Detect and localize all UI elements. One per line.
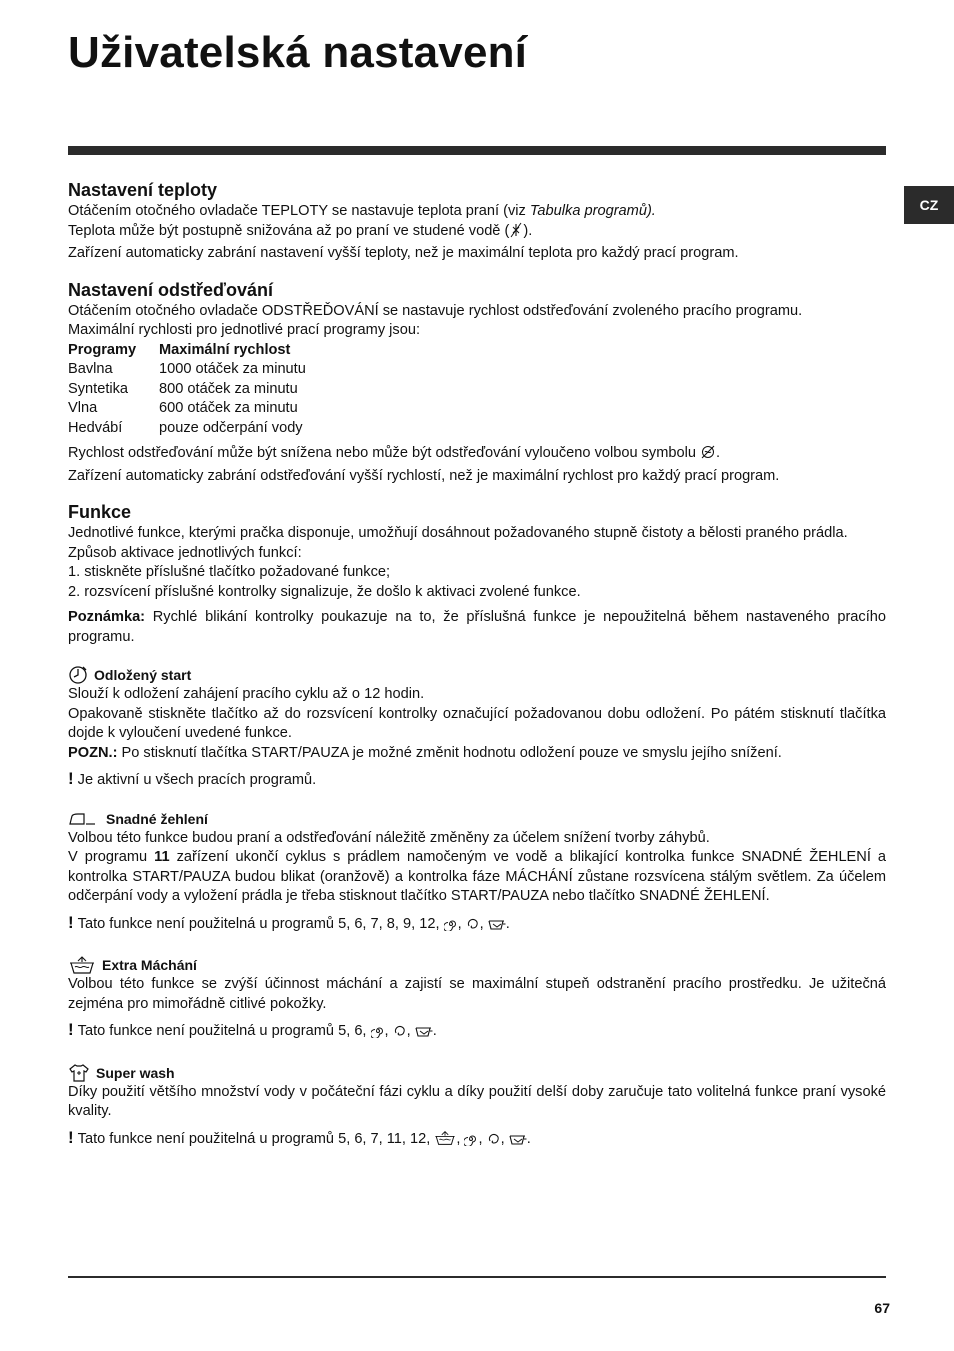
top-divider — [68, 146, 886, 155]
func-step-1: 1. stiskněte příslušné tlačítko požadované funkce; — [68, 564, 391, 580]
delay-paragraph-2: Opakovaně stiskněte tlačítko až do rozsvícení kontrolky označující požadovanou dobu odložení. Po pátém stisknutí tlačítka dojde k vyloučení uvedené funkce. — [68, 705, 886, 741]
func-paragraph-1: Jednotlivé funkce, kterými pračka disponuje, umožňují dosáhnout požadovaného stupně čistoty a bělosti praného prádla. — [68, 525, 848, 541]
spin-speed-table — [68, 341, 886, 439]
temp-paragraph-2: Teplota může být postupně snižována až po praní ve studené vodě ( ). — [68, 222, 886, 245]
extra-rinse-icon — [434, 1130, 456, 1153]
function-title: Snadné žehlení — [106, 810, 208, 827]
page-title: Uživatelská nastavení — [68, 28, 528, 77]
iron-paragraph-2: V programu 11 zařízení ukončí cyklus s prádlem namočeným ve vodě a blikající kontrolka funkce SNADNÉ ŽEHLENÍ a kontrolka START/PAUZA budou blikat (oranžově) a kontrolka fáze MÁCHÁNÍ zůstane rozsvícena stálým světlem. Za účelem odčerpání vody a vyložení prádla je třeba stisknout tlačítko START/PAUZA nebo tlačítko SNADNÉ ŽEHLENÍ. — [68, 849, 886, 904]
delay-note: POZN.: Po stisknutí tlačítka START/PAUZA je možné změnit hodnotu odložení pouze ve smyslu jejího snížení. — [68, 744, 782, 761]
iron-paragraph-1: Volbou této funkce budou praní a odstřeďování náležitě změněny za účelem snížení tvorby záhybů. — [68, 829, 710, 846]
table-cell: pouze odčerpání vody — [159, 419, 303, 436]
temp-paragraph-1: Otáčením otočného ovladače TEPLOTY se nastavuje teplota praní (viz Tabulka programů). — [68, 203, 656, 219]
silk-swirl-icon — [466, 917, 480, 938]
spin-paragraph-4: Zařízení automaticky zabrání odstřeďování vyšší rychlostí, než je maximální rychlost pro každý prací program. — [68, 467, 780, 484]
section-heading-functions: Funkce — [68, 502, 132, 522]
table-header-speed: Maximální rychlost — [159, 341, 291, 358]
func-note: Poznámka: Rychlé blikání kontrolky poukazuje na to, že příslušná funkce je nepoužitelná během nastaveného pracího programu. — [68, 609, 886, 645]
silk-swirl-icon — [487, 1132, 501, 1153]
spin-paragraph-3: Rychlost odstřeďování může být snížena nebo může být odstřeďování vyloučeno volbou symbolu . — [68, 444, 886, 467]
table-header-program: Programy — [68, 341, 137, 358]
drain-icon — [488, 918, 506, 938]
table-cell: Syntetika — [68, 380, 129, 397]
function-title: Odložený start — [94, 667, 192, 683]
delayed-start-icon — [68, 665, 88, 685]
delay-paragraph-1: Slouží k odložení zahájení pracího cyklu až o 12 hodin. — [68, 686, 425, 702]
rinse-warning: ! Tato funkce není použitelná u programů 5, 6, , , . — [68, 1020, 886, 1045]
iron-warning: ! Tato funkce není použitelná u programů 5, 6, 7, 8, 9, 12, , , . — [68, 913, 886, 938]
function-easy-iron — [68, 809, 886, 829]
spin-paragraph-2: Maximální rychlosti pro jednotlivé prací programy jsou: — [68, 322, 421, 338]
wool-spiral-icon — [371, 1024, 385, 1045]
rinse-paragraph-1: Volbou této funkce se zvýší účinnost máchání a zajistí se maximální stupeň odstranění pracího prostředku. Je užitečná zejména pro mimořádně citlivé pokožky. — [68, 976, 886, 1012]
table-cell: Hedvábí — [68, 419, 123, 436]
function-extra-rinse — [68, 955, 886, 975]
func-step-2: 2. rozsvícení příslušné kontrolky signalizuje, že došlo k aktivaci zvolené funkce. — [68, 583, 581, 600]
warning-mark: ! — [68, 1020, 74, 1039]
easy-iron-icon — [68, 812, 96, 826]
super-paragraph-1: Díky použití většího množství vody v počáteční fázi cyklu a díky použití delší doby zaručuje tato volitelná funkce praní vysoké kvality. — [68, 1083, 886, 1119]
delay-warning: ! Je aktivní u všech pracích programů. — [68, 769, 317, 788]
temp-paragraph-3: Zařízení automaticky zabrání nastavení vyšší teploty, než je maximální teplota pro každý prací program. — [68, 245, 739, 261]
table-cell: 600 otáček za minutu — [159, 400, 298, 416]
extra-rinse-icon — [68, 955, 96, 975]
silk-swirl-icon — [393, 1024, 407, 1045]
function-title: Extra Máchání — [102, 957, 197, 973]
cold-wash-icon — [509, 222, 523, 245]
super-warning: ! Tato funkce není použitelná u programů 5, 6, 7, 11, 12, , , , . — [68, 1128, 886, 1153]
table-cell: 800 otáček za minutu — [159, 380, 298, 397]
no-spin-icon — [700, 444, 716, 467]
super-wash-icon — [68, 1063, 90, 1083]
drain-icon — [415, 1025, 433, 1045]
warning-mark: ! — [68, 1127, 74, 1147]
function-super-wash — [68, 1063, 886, 1083]
section-heading-temperature: Nastavení teploty — [68, 180, 218, 200]
table-cell: 1000 otáček za minutu — [159, 361, 306, 377]
spin-paragraph-1: Otáčením otočného ovladače ODSTŘEĎOVÁNÍ se nastavuje rychlost odstřeďování zvoleného pracího programu. — [68, 302, 803, 319]
wool-spiral-icon — [464, 1132, 478, 1153]
func-paragraph-2: Způsob aktivace jednotlivých funkcí: — [68, 544, 302, 561]
warning-mark: ! — [68, 769, 74, 788]
drain-icon — [509, 1133, 527, 1153]
table-cell: Vlna — [68, 400, 98, 416]
table-cell: Bavlna — [68, 361, 113, 377]
bottom-divider — [68, 1276, 886, 1278]
content — [68, 178, 886, 1152]
function-title: Super wash — [96, 1064, 175, 1081]
function-delayed-start — [68, 665, 886, 685]
warning-mark: ! — [68, 912, 74, 932]
section-heading-spin: Nastavení odstřeďování — [68, 279, 274, 300]
wool-spiral-icon — [444, 917, 458, 938]
page-number: 67 — [874, 1300, 890, 1316]
language-tab: CZ — [904, 186, 954, 224]
